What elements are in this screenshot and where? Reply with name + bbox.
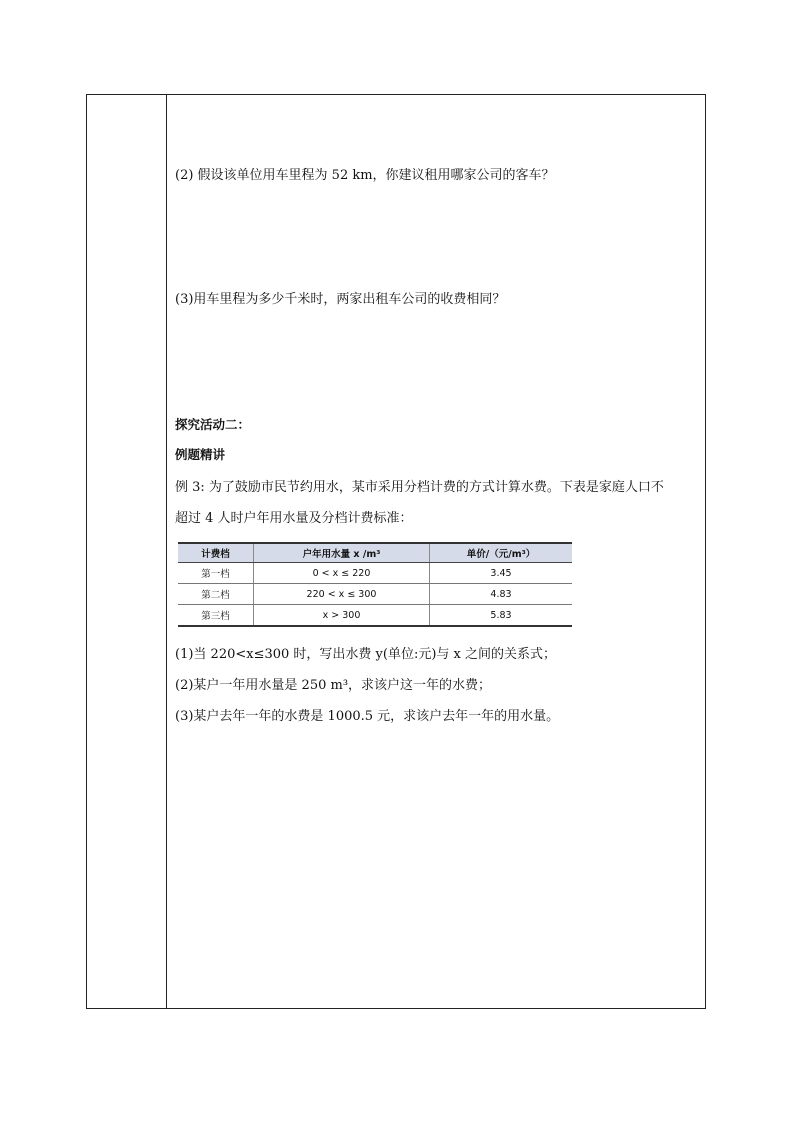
fee-table <box>178 542 572 627</box>
subquestion-1: (1)当 220<x≤300 时，写出水费 y(单位:元)与 x 之间的关系式； <box>175 647 557 662</box>
tier-cell: 第三档 <box>178 605 254 627</box>
tier-cell: 第二档 <box>178 584 254 605</box>
left-column <box>87 95 167 1008</box>
lesson-table-frame <box>86 94 706 1009</box>
example-text-line-2: 超过 4 人时户年用水量及分档计费标准： <box>175 511 413 526</box>
table-row <box>178 584 572 605</box>
header-price: 单价/（元/m³） <box>430 543 573 563</box>
subquestion-2: (2)某户一年用水量是 250 m³，求该户这一年的水费； <box>175 678 492 693</box>
header-tier: 计费档 <box>178 543 254 563</box>
usage-cell: 220 < x ≤ 300 <box>254 584 430 605</box>
tier-cell: 第一档 <box>178 563 254 584</box>
price-cell: 5.83 <box>430 605 573 627</box>
question-3: (3)用车里程为多少千米时，两家出租车公司的收费相同？ <box>175 292 506 307</box>
usage-cell: 0 < x ≤ 220 <box>254 563 430 584</box>
header-usage: 户年用水量 x /m³ <box>254 543 430 563</box>
table-row <box>178 563 572 584</box>
example-heading: 例题精讲 <box>175 447 226 462</box>
price-cell: 3.45 <box>430 563 573 584</box>
subquestion-3: (3)某户去年一年的水费是 1000.5 元，求该户去年一年的用水量。 <box>175 709 560 724</box>
fee-table-header-row <box>178 543 572 563</box>
question-2: (2) 假设该单位用车里程为 52 km，你建议租用哪家公司的客车？ <box>175 168 555 183</box>
table-row <box>178 605 572 627</box>
usage-cell: x > 300 <box>254 605 430 627</box>
price-cell: 4.83 <box>430 584 573 605</box>
activity-heading: 探究活动二： <box>175 417 251 432</box>
example-text-line-1: 例 3: 为了鼓励市民节约用水，某市采用分档计费的方式计算水费。下表是家庭人口不 <box>175 480 664 495</box>
